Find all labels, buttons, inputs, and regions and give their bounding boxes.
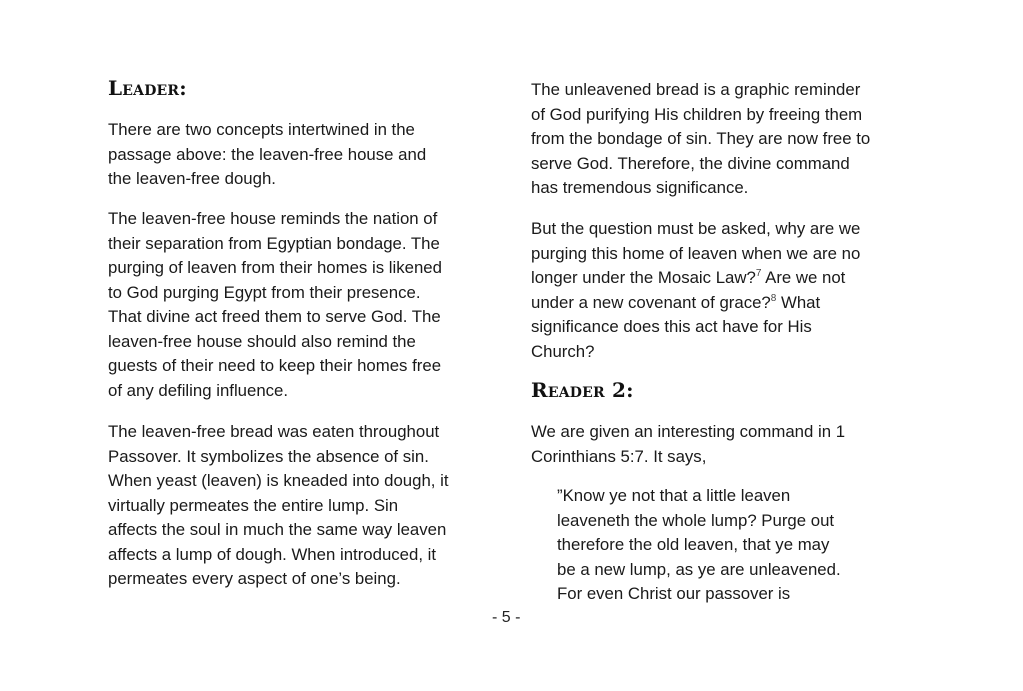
text-line: Passover. It symbolizes the absence of sin. xyxy=(108,446,429,466)
text-line xyxy=(531,266,860,291)
text-segment: longer under the Mosaic Law? xyxy=(531,268,756,287)
left-paragraph-1 xyxy=(108,118,426,192)
text-line: of God purifying His children by freeing them xyxy=(531,104,863,124)
text-line: permeates every aspect of one’s being. xyxy=(108,569,401,588)
text-line: purging of leaven from their homes is likened xyxy=(108,258,442,277)
text-line: leaven-free house should also remind the xyxy=(108,331,416,351)
text-line: virtually permeates the entire lump. Sin xyxy=(108,495,399,515)
text-line: For even Christ our passover is xyxy=(557,584,791,603)
text-line: significance does this act have for His xyxy=(531,317,812,336)
text-line: The leaven-free bread was eaten throughout xyxy=(108,422,440,441)
text-line: When yeast (leaven) is kneaded into dough, it xyxy=(108,471,449,490)
text-line: be a new lump, as ye are unleavened. xyxy=(557,559,841,579)
leader-heading: Leader: xyxy=(108,76,187,100)
text-segment: What xyxy=(776,292,821,312)
footnote-8[interactable]: 8 xyxy=(770,292,777,304)
text-line: But the question must be asked, why are we xyxy=(531,219,861,238)
text-line: of any defiling influence. xyxy=(108,380,289,400)
text-line: There are two concepts intertwined in the xyxy=(108,120,415,139)
text-line: Corinthians 5:7. It says, xyxy=(531,446,707,466)
text-line: passage above: the leaven-free house and xyxy=(108,144,427,164)
left-paragraph-3 xyxy=(108,420,449,592)
text-line: the leaven-free dough. xyxy=(108,169,276,188)
text-line: affects a lump of dough. When introduced, it xyxy=(108,544,437,564)
right-paragraph-1 xyxy=(531,78,870,201)
right-paragraph-3 xyxy=(531,420,845,469)
footnote-7[interactable]: 7 xyxy=(755,268,762,279)
reader-2-heading: Reader 2: xyxy=(531,378,634,402)
text-segment: Are we not xyxy=(761,268,846,287)
right-paragraph-2 xyxy=(531,217,860,364)
text-line: therefore the old leaven, that ye may xyxy=(557,535,830,554)
text-line: has tremendous significance. xyxy=(531,178,749,197)
text-line: affects the soul in much the same way leaven xyxy=(108,520,447,539)
text-segment: under a new covenant of grace? xyxy=(531,292,771,312)
text-line: to God purging Egypt from their presence. xyxy=(108,282,421,302)
text-line: guests of their need to keep their homes free xyxy=(108,356,442,375)
text-line: We are given an interesting command in 1 xyxy=(531,422,846,441)
page-number: - 5 - xyxy=(492,609,521,626)
text-line: from the bondage of sin. They are now free to xyxy=(531,129,871,148)
text-line: leaveneth the whole lump? Purge out xyxy=(557,510,835,530)
text-line xyxy=(531,291,860,316)
text-line: That divine act freed them to serve God. The xyxy=(108,307,441,326)
text-line: The unleavened bread is a graphic reminder xyxy=(531,80,861,99)
text-line: ”Know ye not that a little leaven xyxy=(557,486,791,505)
scripture-quote xyxy=(557,484,841,607)
text-line: serve God. Therefore, the divine command xyxy=(531,153,850,173)
text-line: The leaven-free house reminds the nation of xyxy=(108,209,438,228)
text-line: purging this home of leaven when we are no xyxy=(531,243,861,263)
text-line: their separation from Egyptian bondage. The xyxy=(108,233,440,253)
left-paragraph-2 xyxy=(108,207,442,403)
text-line: Church? xyxy=(531,341,595,361)
